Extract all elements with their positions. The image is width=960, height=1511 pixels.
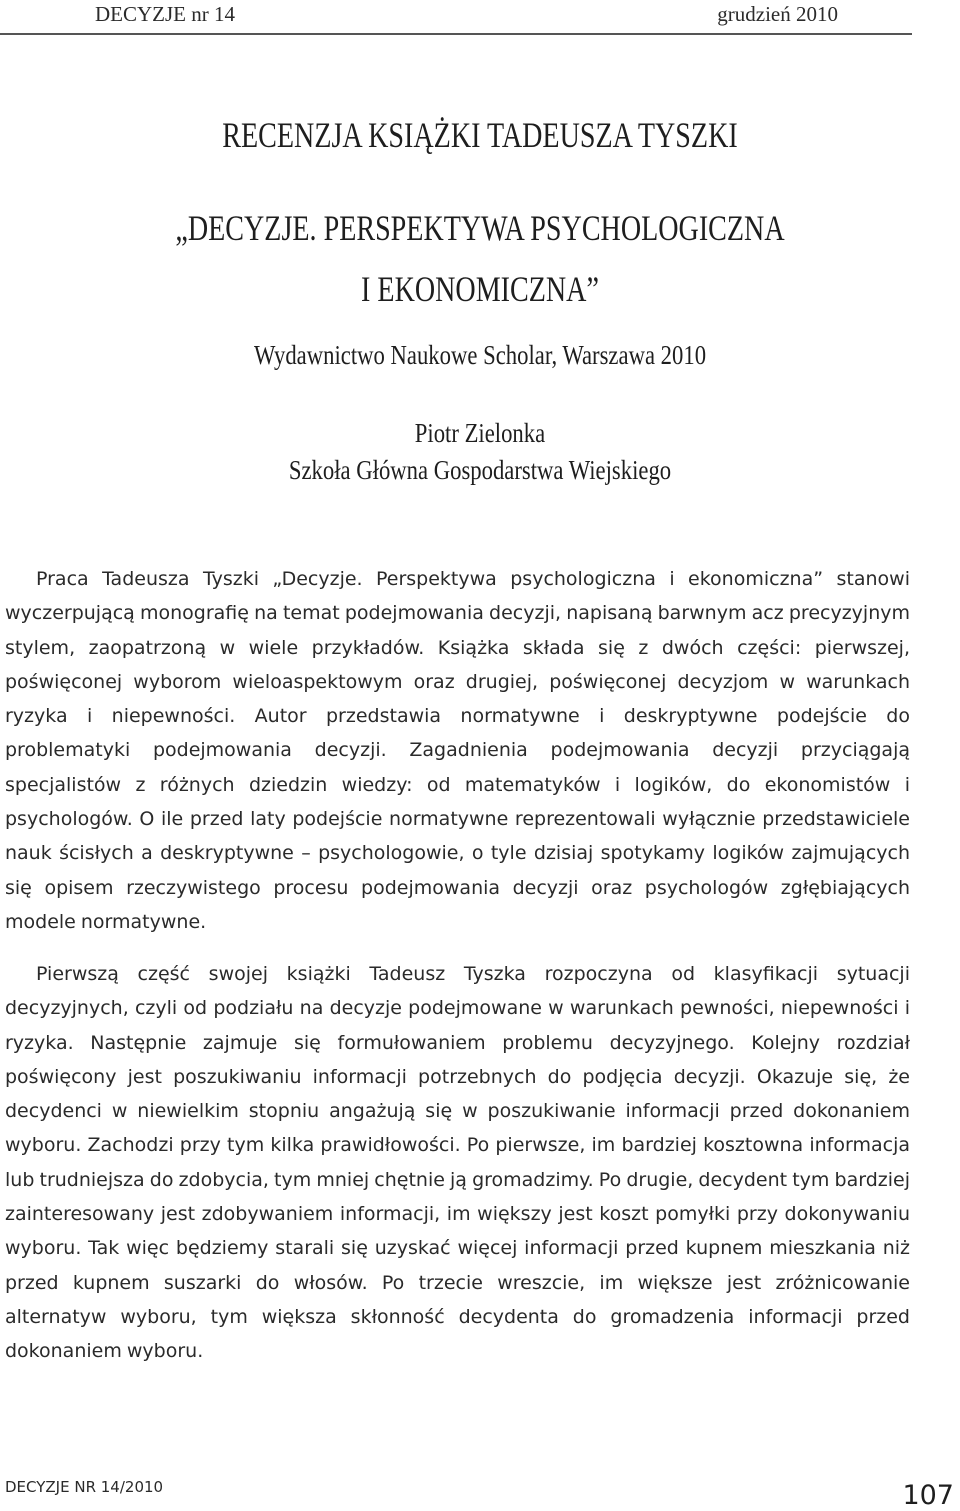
reviewer-affiliation: Szkoła Główna Gospodarstwa Wiejskiego — [288, 455, 672, 485]
publisher-line: Wydawnictwo Naukowe Scholar, Warszawa 2010 — [253, 340, 707, 370]
article-body-2 — [5, 957, 910, 1369]
reviewer-name: Piotr Zielonka — [414, 418, 546, 448]
paragraph: Praca Tadeusza Tyszki „Decyzje. Perspektywa psychologiczna i ekonomiczna” stanowi wyczerpującą monografię na temat podejmowania decyzji, napisaną barwnym acz precyzyjnym stylem, zaopatrzoną w wiele przykładów. Książka składa się z dwóch części: pierwszej, poświęconej wyborom wieloaspektowym oraz drugiej, poświęconej decyzjom w warunkach ryzyka i niepewności. Autor przedstawia normatywne i deskryptywne podejście do problematyki podejmowania decyzji. Zagadnienia podejmowania decyzji przyciągają specjalistów z różnych dziedzin wiedzy: od matematyków i logików, do ekonomistów i psychologów. O ile przed laty podejście normatywne reprezentowali wyłącznie przedstawiciele nauk ścisłych a deskryptywne – psychologowie, o tyle dzisiaj spotykamy logików zajmujących się opisem rzeczywistego procesu podejmowania decyzji oraz psychologów zgłębiających modele normatywne. — [5, 568, 910, 933]
page-number: 107 — [902, 1480, 954, 1511]
book-title-line-2: I EKONOMICZNA” — [361, 269, 599, 309]
journal-issue: DECYZJE nr 14 — [95, 2, 235, 26]
issue-date: grudzień 2010 — [717, 2, 838, 26]
article-body-1 — [5, 562, 910, 939]
running-head — [0, 0, 960, 30]
review-title: RECENZJA KSIĄŻKI TADEUSZA TYSZKI — [222, 115, 738, 155]
header-rule — [0, 33, 912, 35]
footer-journal: DECYZJE NR 14/2010 — [5, 1478, 164, 1496]
book-title-line-1: „DECYZJE. PERSPEKTYWA PSYCHOLOGICZNA — [175, 208, 785, 248]
paragraph: Pierwszą część swojej książki Tadeusz Tyszka rozpoczyna od klasyfikacji sytuacji decyzyjnych, czyli od podziału na decyzje podejmowane w warunkach pewności, niepewności i ryzyka. Następnie zajmuje się formułowaniem problemu decyzyjnego. Kolejny rozdział poświęcony jest poszukiwaniu informacji potrzebnych do podjęcia decyzji. Okazuje się, że decydenci w niewielkim stopniu angażują się w poszukiwanie informacji przed dokonaniem wyboru. Zachodzi przy tym kilka prawidłowości. Po pierwsze, im bardziej kosztowna informacja lub trudniejsza do zdobycia, tym mniej chętnie ją gromadzimy. Po drugie, decydent tym bardziej zainteresowany jest zdobywaniem informacji, im większy jest koszt pomyłki przy dokonywaniu wyboru. Tak więc będziemy starali się uzyskać więcej informacji przed kupnem mieszkania niż przed kupnem suszarki do włosów. Po trzecie wreszcie, im większe jest zróżnicowanie alternatyw wyboru, tym większa skłonność decydenta do gromadzenia informacji przed dokonaniem wyboru. — [5, 963, 910, 1363]
